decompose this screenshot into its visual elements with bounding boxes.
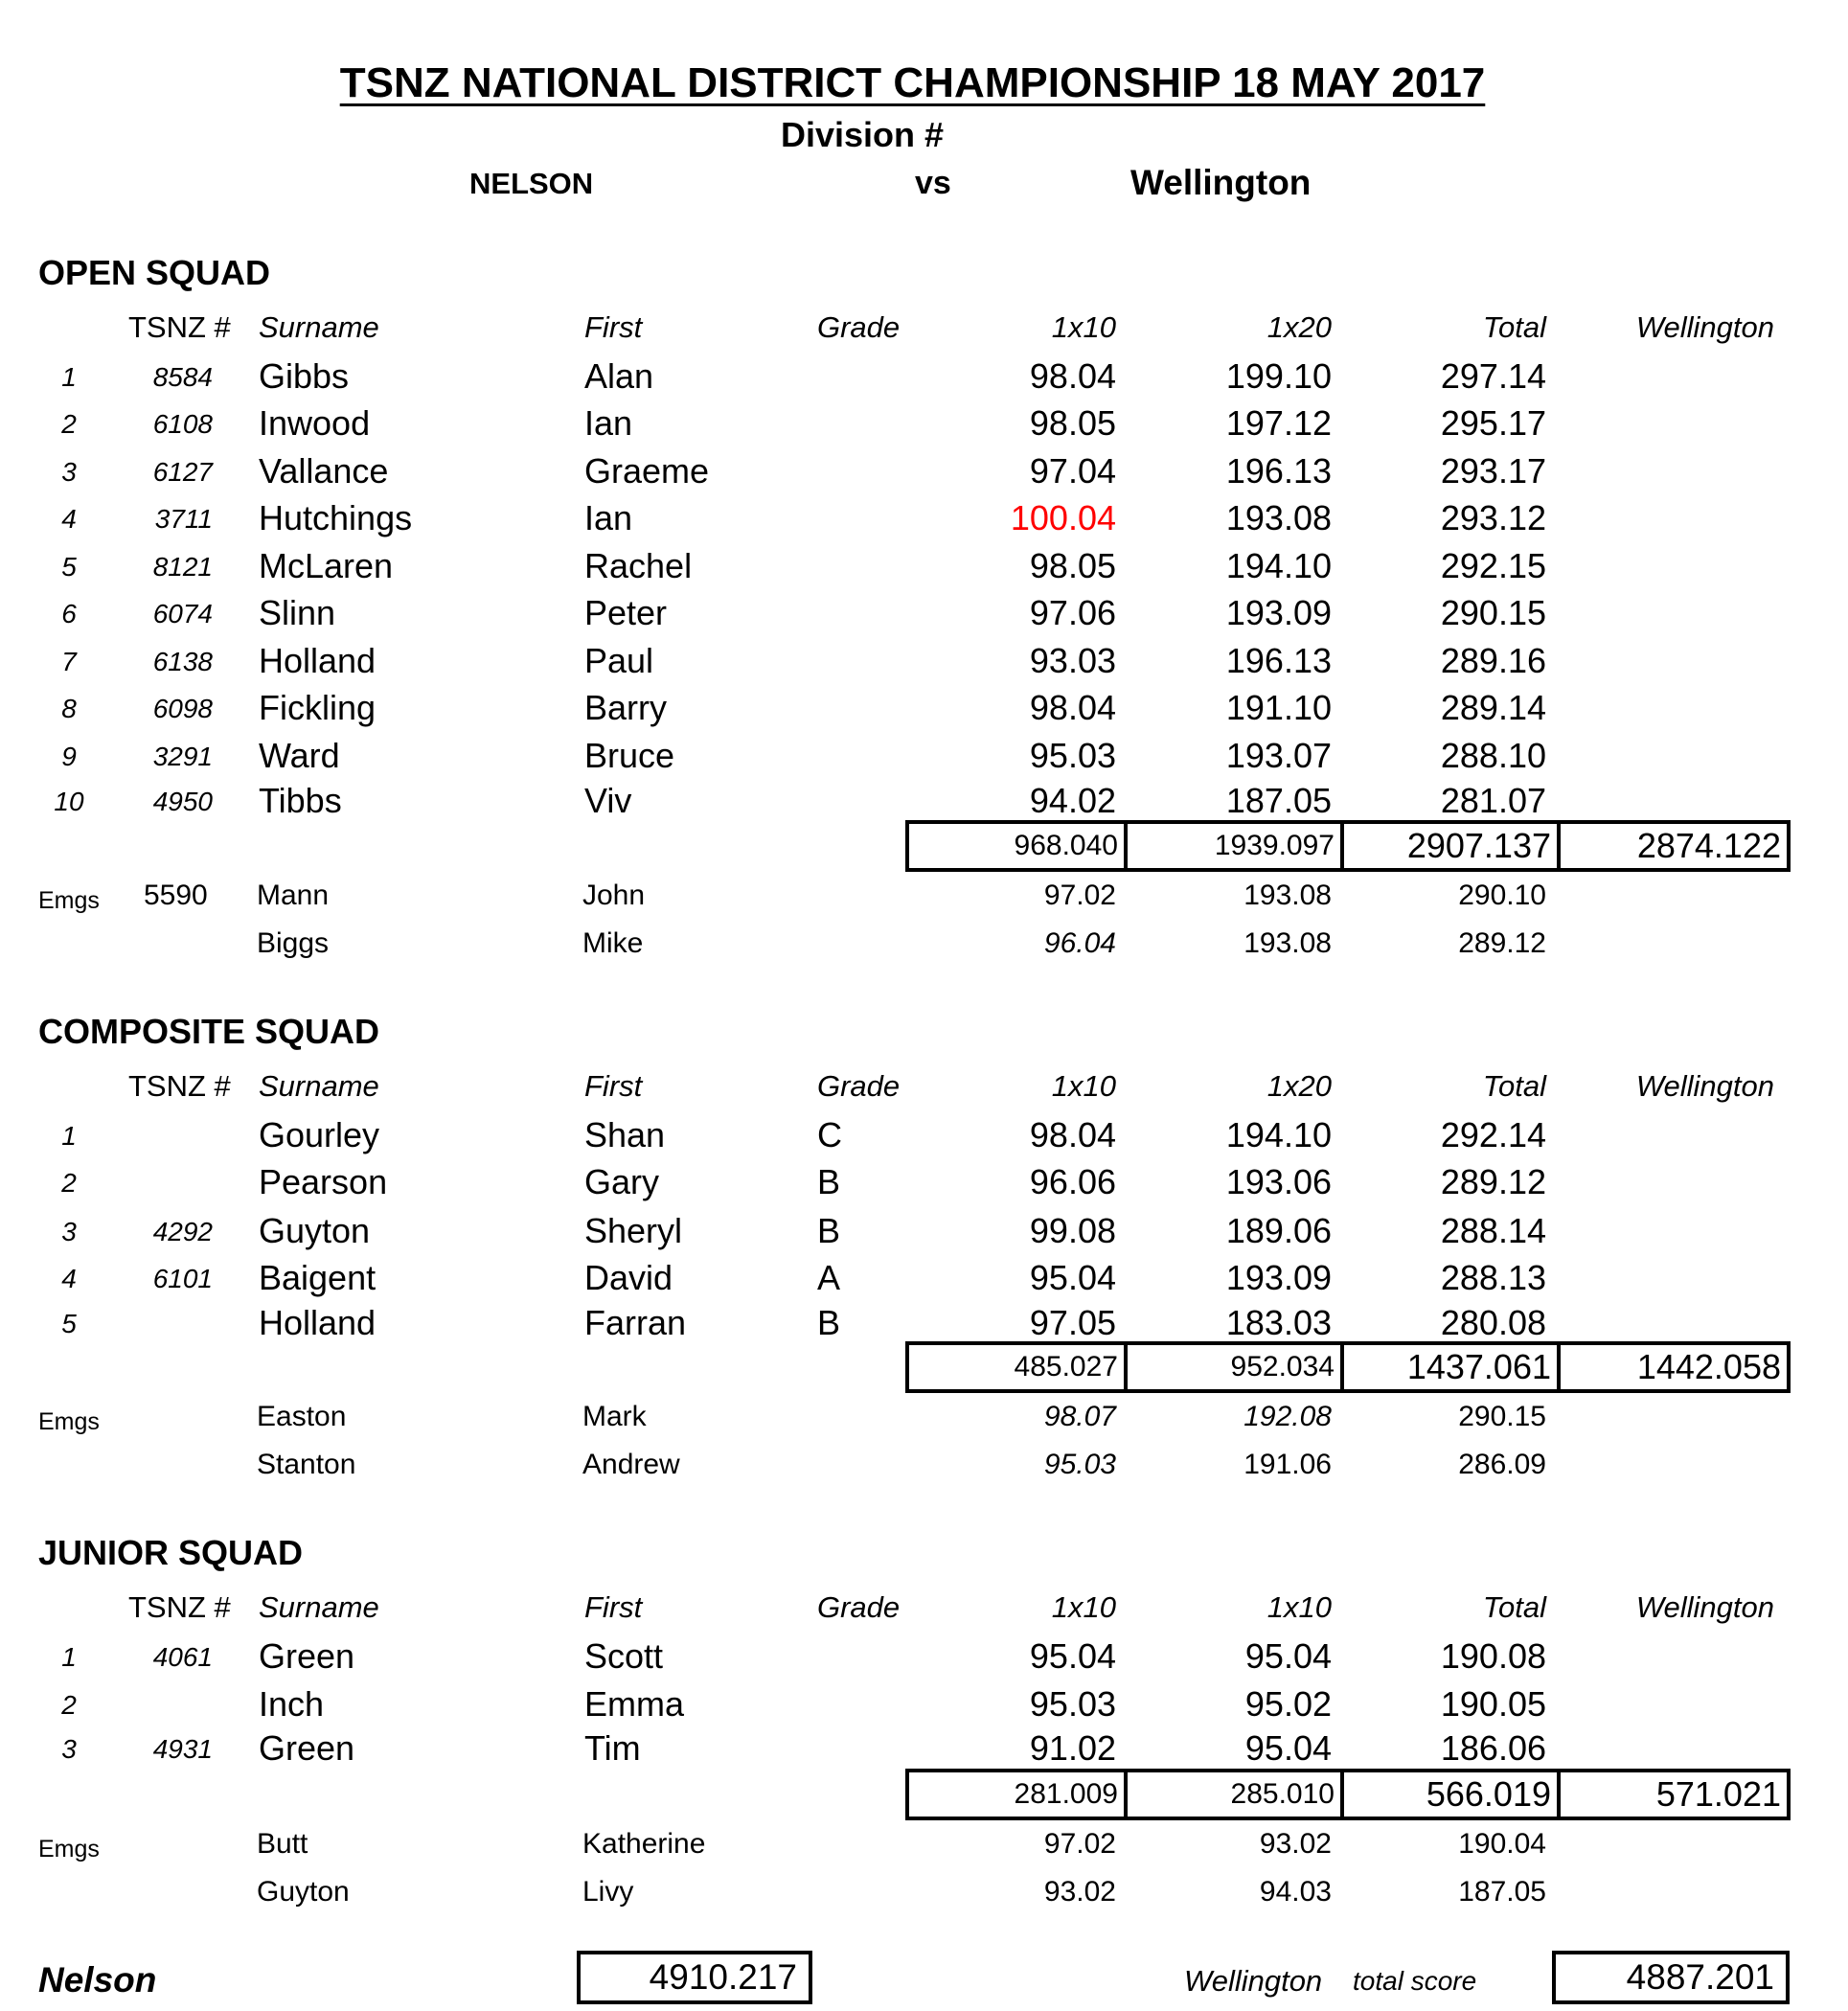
row-first: Shan — [584, 1115, 666, 1154]
total-score: 1437.061 — [1344, 1345, 1561, 1389]
row-score-2: 193.09 — [1225, 1258, 1332, 1297]
row-index: 2 — [61, 409, 77, 439]
emg-total: 187.05 — [1458, 1876, 1546, 1908]
emg-surname: Guyton — [257, 1876, 350, 1908]
header-first: First — [584, 1069, 643, 1103]
home-team: NELSON — [469, 167, 594, 200]
row-surname: Gibbs — [259, 356, 350, 396]
row-index: 4 — [61, 504, 77, 534]
total-score-1: 485.027 — [909, 1345, 1128, 1389]
row-tsnz: 3711 — [154, 504, 213, 534]
row-surname: Hutchings — [259, 498, 413, 537]
row-total: 281.07 — [1440, 781, 1546, 820]
emg-score-1: 96.04 — [1043, 927, 1116, 959]
row-total: 292.14 — [1440, 1115, 1546, 1154]
emg-first: Livy — [582, 1876, 634, 1908]
header-col1: 1x10 — [1051, 1590, 1116, 1624]
row-score-1: 96.06 — [1029, 1162, 1116, 1201]
row-tsnz: 6127 — [152, 457, 213, 487]
emg-total: 290.10 — [1458, 880, 1546, 911]
header-tsnz: TSNZ # — [128, 1069, 231, 1103]
section-title: COMPOSITE SQUAD — [38, 1012, 380, 1051]
row-tsnz: 6138 — [152, 647, 213, 676]
header-surname: Surname — [259, 1069, 379, 1103]
row-first: Paul — [584, 641, 654, 680]
emg-score-1: 93.02 — [1043, 1876, 1116, 1908]
row-surname: McLaren — [259, 546, 394, 585]
row-grade: C — [817, 1115, 842, 1154]
row-score-1: 97.06 — [1029, 593, 1116, 632]
row-first: Ian — [584, 403, 633, 443]
section-title: JUNIOR SQUAD — [38, 1533, 304, 1572]
header-surname: Surname — [259, 1590, 379, 1624]
header-tsnz: TSNZ # — [128, 310, 231, 344]
emg-total: 290.15 — [1458, 1401, 1546, 1432]
row-score-1: 95.04 — [1029, 1636, 1116, 1676]
row-tsnz: 8121 — [152, 552, 213, 582]
row-grade: B — [817, 1303, 841, 1342]
emg-first: Andrew — [582, 1449, 680, 1480]
row-total: 290.15 — [1440, 593, 1546, 632]
opponent-total-label: Wellington — [1184, 1964, 1323, 1998]
row-surname: Inwood — [259, 403, 371, 443]
total-score-label: total score — [1353, 1966, 1477, 1996]
row-total: 190.08 — [1440, 1636, 1546, 1676]
emg-score-2: 191.06 — [1243, 1449, 1332, 1480]
row-index: 1 — [61, 362, 77, 392]
row-score-1: 98.04 — [1029, 688, 1116, 727]
header-grade: Grade — [817, 1590, 901, 1624]
row-total: 293.17 — [1440, 451, 1546, 491]
row-tsnz: 4292 — [152, 1217, 213, 1246]
row-index: 8 — [61, 694, 77, 723]
emg-surname: Easton — [257, 1401, 347, 1432]
row-total: 288.14 — [1440, 1211, 1546, 1250]
emg-score-2: 193.08 — [1243, 880, 1332, 911]
home-total-label: Nelson — [38, 1960, 157, 2000]
row-score-2: 95.04 — [1244, 1728, 1332, 1768]
total-score-1: 968.040 — [909, 824, 1128, 868]
emg-score-2: 192.08 — [1243, 1401, 1332, 1432]
emg-first: Katherine — [582, 1828, 706, 1860]
row-score-1: 98.05 — [1029, 403, 1116, 443]
row-total: 280.08 — [1440, 1303, 1546, 1342]
row-total: 289.16 — [1440, 641, 1546, 680]
row-first: Bruce — [584, 736, 675, 775]
row-score-1: 95.03 — [1029, 736, 1116, 775]
row-index: 7 — [61, 647, 77, 676]
row-index: 2 — [61, 1690, 77, 1720]
row-score-1: 99.08 — [1029, 1211, 1116, 1250]
row-index: 6 — [61, 599, 77, 628]
header-grade: Grade — [817, 310, 901, 344]
row-first: Graeme — [584, 451, 710, 491]
row-index: 9 — [61, 742, 77, 771]
emg-surname: Stanton — [257, 1449, 356, 1480]
page-title: TSNZ NATIONAL DISTRICT CHAMPIONSHIP 18 MAY 2017 — [339, 59, 1486, 106]
row-score-2: 95.02 — [1244, 1684, 1332, 1724]
total-score-1: 281.009 — [909, 1772, 1128, 1817]
versus-label: vs — [915, 165, 951, 201]
row-tsnz: 6074 — [152, 599, 213, 628]
row-score-2: 196.13 — [1225, 451, 1332, 491]
row-first: Viv — [584, 781, 632, 820]
row-index: 3 — [61, 1734, 77, 1764]
header-opponent: Wellington — [1635, 310, 1774, 344]
row-surname: Pearson — [259, 1162, 388, 1201]
row-score-2: 196.13 — [1225, 641, 1332, 680]
row-tsnz: 4061 — [152, 1642, 213, 1672]
emg-score-2: 193.08 — [1243, 927, 1332, 959]
emg-surname: Butt — [257, 1828, 308, 1860]
emg-score-1: 98.07 — [1043, 1401, 1116, 1432]
opponent-total-value: 4887.201 — [1626, 1957, 1774, 1997]
row-surname: Holland — [259, 1303, 376, 1342]
row-first: Farran — [584, 1303, 687, 1342]
row-grade: A — [817, 1258, 841, 1297]
row-index: 1 — [61, 1642, 77, 1672]
row-index: 3 — [61, 457, 77, 487]
section-totals-box — [905, 1769, 1791, 1820]
division-label: Division # — [780, 115, 945, 154]
emg-total: 289.12 — [1458, 927, 1546, 959]
row-tsnz: 3291 — [152, 742, 213, 771]
row-score-2: 194.10 — [1225, 546, 1332, 585]
away-team: Wellington — [1130, 163, 1312, 202]
row-total: 288.13 — [1440, 1258, 1546, 1297]
home-total-box — [577, 1951, 812, 2004]
row-score-1: 95.04 — [1029, 1258, 1116, 1297]
row-score-1: 91.02 — [1029, 1728, 1116, 1768]
emg-first: Mike — [582, 927, 644, 959]
row-score-2: 189.06 — [1225, 1211, 1332, 1250]
row-index: 5 — [61, 552, 77, 582]
row-surname: Vallance — [259, 451, 389, 491]
emg-score-1: 97.02 — [1043, 880, 1116, 911]
row-tsnz: 6101 — [152, 1264, 213, 1293]
row-total: 288.10 — [1440, 736, 1546, 775]
row-first: David — [584, 1258, 673, 1297]
row-tsnz: 4950 — [152, 787, 213, 816]
opponent-total-box — [1552, 1951, 1790, 2004]
emg-score-1: 95.03 — [1043, 1449, 1116, 1480]
row-first: Ian — [584, 498, 633, 537]
emg-surname: Biggs — [257, 927, 330, 959]
row-first: Peter — [584, 593, 668, 632]
row-surname: Tibbs — [259, 781, 342, 820]
row-surname: Guyton — [259, 1211, 371, 1250]
row-total: 190.05 — [1440, 1684, 1546, 1724]
header-total: Total — [1482, 1069, 1546, 1103]
emg-total: 190.04 — [1458, 1828, 1546, 1860]
row-total: 293.12 — [1440, 498, 1546, 537]
header-opponent: Wellington — [1635, 1069, 1774, 1103]
row-tsnz: 4931 — [152, 1734, 213, 1764]
header-col2: 1x10 — [1266, 1590, 1332, 1624]
row-score-2: 194.10 — [1225, 1115, 1332, 1154]
row-index: 3 — [61, 1217, 77, 1246]
header-total: Total — [1482, 310, 1546, 344]
row-total: 292.15 — [1440, 546, 1546, 585]
header-first: First — [584, 310, 643, 344]
row-index: 1 — [61, 1121, 77, 1151]
row-tsnz: 6108 — [152, 409, 213, 439]
row-surname: Gourley — [259, 1115, 380, 1154]
emg-total: 286.09 — [1458, 1449, 1546, 1480]
row-first: Tim — [584, 1728, 641, 1768]
emgs-label: Emgs — [38, 1836, 100, 1862]
row-total: 297.14 — [1440, 356, 1546, 396]
row-total: 186.06 — [1440, 1728, 1546, 1768]
row-surname: Inch — [259, 1684, 325, 1724]
row-score-2: 193.07 — [1225, 736, 1332, 775]
header-col1: 1x10 — [1051, 1069, 1116, 1103]
row-tsnz: 6098 — [152, 694, 213, 723]
header-first: First — [584, 1590, 643, 1624]
total-score: 566.019 — [1344, 1772, 1561, 1817]
total-score-2: 285.010 — [1128, 1772, 1344, 1817]
row-surname: Ward — [259, 736, 340, 775]
header-col2: 1x20 — [1266, 310, 1332, 344]
row-first: Emma — [584, 1684, 685, 1724]
row-index: 5 — [61, 1309, 77, 1338]
row-score-1: 95.03 — [1029, 1684, 1116, 1724]
emg-first: Mark — [582, 1401, 647, 1432]
row-first: Scott — [584, 1636, 664, 1676]
row-surname: Holland — [259, 641, 376, 680]
row-total: 289.12 — [1440, 1162, 1546, 1201]
emg-score-2: 94.03 — [1259, 1876, 1332, 1908]
emg-surname: Mann — [257, 880, 330, 911]
row-surname: Green — [259, 1728, 355, 1768]
row-score-2: 199.10 — [1225, 356, 1332, 396]
total-score-2: 1939.097 — [1128, 824, 1344, 868]
row-score-2: 191.10 — [1225, 688, 1332, 727]
row-score-1: 98.05 — [1029, 546, 1116, 585]
row-total: 289.14 — [1440, 688, 1546, 727]
row-tsnz: 8584 — [152, 362, 213, 392]
row-score-1: 100.04 — [1010, 498, 1116, 537]
row-score-1: 97.04 — [1029, 451, 1116, 491]
emg-first: John — [582, 880, 646, 911]
row-index: 4 — [61, 1264, 77, 1293]
row-score-2: 95.04 — [1244, 1636, 1332, 1676]
row-grade: B — [817, 1162, 841, 1201]
row-score-2: 187.05 — [1225, 781, 1332, 820]
section-totals-box — [905, 1341, 1791, 1393]
header-surname: Surname — [259, 310, 379, 344]
row-index: 10 — [54, 787, 84, 816]
header-total: Total — [1482, 1590, 1546, 1624]
emg-score-2: 93.02 — [1259, 1828, 1332, 1860]
total-score-2: 952.034 — [1128, 1345, 1344, 1389]
emgs-label: Emgs — [38, 887, 100, 914]
row-score-2: 197.12 — [1225, 403, 1332, 443]
row-score-2: 193.09 — [1225, 593, 1332, 632]
header-grade: Grade — [817, 1069, 901, 1103]
row-score-1: 97.05 — [1029, 1303, 1116, 1342]
emgs-label: Emgs — [38, 1408, 100, 1435]
total-score: 2907.137 — [1344, 824, 1561, 868]
row-total: 295.17 — [1440, 403, 1546, 443]
row-first: Rachel — [584, 546, 693, 585]
row-surname: Green — [259, 1636, 355, 1676]
home-total-value: 4910.217 — [649, 1957, 797, 1997]
row-score-1: 98.04 — [1029, 1115, 1116, 1154]
opponent-total-score: 2874.122 — [1636, 826, 1781, 865]
opponent-total-score: 1442.058 — [1636, 1347, 1781, 1386]
row-score-1: 98.04 — [1029, 356, 1116, 396]
header-opponent: Wellington — [1635, 1590, 1774, 1624]
row-first: Sheryl — [584, 1211, 683, 1250]
row-score-2: 183.03 — [1225, 1303, 1332, 1342]
row-first: Alan — [584, 356, 654, 396]
row-score-2: 193.06 — [1225, 1162, 1332, 1201]
section-title: OPEN SQUAD — [38, 253, 271, 292]
header-tsnz: TSNZ # — [128, 1590, 231, 1624]
section-totals-box — [905, 820, 1791, 872]
row-first: Gary — [584, 1162, 660, 1201]
emg-tsnz: 5590 — [144, 880, 208, 911]
row-score-2: 193.08 — [1225, 498, 1332, 537]
emg-score-1: 97.02 — [1043, 1828, 1116, 1860]
row-surname: Fickling — [259, 688, 376, 727]
row-index: 2 — [61, 1168, 77, 1198]
header-col1: 1x10 — [1051, 310, 1116, 344]
row-grade: B — [817, 1211, 841, 1250]
row-score-1: 94.02 — [1029, 781, 1116, 820]
row-score-1: 93.03 — [1029, 641, 1116, 680]
row-surname: Slinn — [259, 593, 336, 632]
header-col2: 1x20 — [1266, 1069, 1332, 1103]
row-surname: Baigent — [259, 1258, 376, 1297]
opponent-total-score: 571.021 — [1655, 1774, 1781, 1814]
row-first: Barry — [584, 688, 668, 727]
